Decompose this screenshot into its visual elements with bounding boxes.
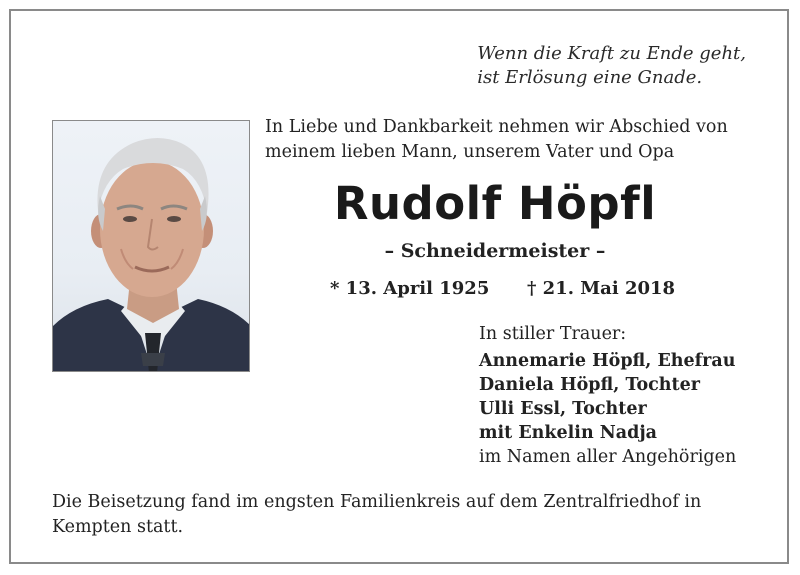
birth-date: * 13. April 1925 bbox=[330, 278, 490, 299]
mourners-block bbox=[479, 322, 736, 469]
mourner-name: Annemarie Höpfl, Ehefrau bbox=[479, 351, 736, 371]
portrait-photo bbox=[52, 120, 250, 372]
burial-notice bbox=[52, 490, 752, 540]
mourners-lead: In stiller Trauer: bbox=[479, 324, 627, 344]
quote-line-2: ist Erlösung eine Gnade. bbox=[477, 67, 703, 88]
deceased-name: Rudolf Höpfl bbox=[333, 177, 657, 230]
mourners-closing: im Namen aller Angehörigen bbox=[479, 447, 737, 467]
footer-line-1: Die Beisetzung fand im engsten Familienkreis auf dem Zentralfriedhof in bbox=[52, 492, 702, 512]
intro-line-2: meinem lieben Mann, unserem Vater und Opa bbox=[265, 142, 675, 162]
intro-line-1: In Liebe und Dankbarkeit nehmen wir Abschied von bbox=[265, 117, 728, 137]
mourner-name: mit Enkelin Nadja bbox=[479, 423, 658, 443]
memorial-quote bbox=[477, 42, 746, 90]
quote-line-1: Wenn die Kraft zu Ende geht, bbox=[477, 43, 746, 64]
footer-line-2: Kempten statt. bbox=[52, 517, 184, 537]
mourner-name: Ulli Essl, Tochter bbox=[479, 399, 647, 419]
deceased-profession: – Schneidermeister – bbox=[384, 240, 606, 262]
death-date: † 21. Mai 2018 bbox=[527, 278, 676, 299]
farewell-intro bbox=[265, 115, 765, 165]
mourner-name: Daniela Höpfl, Tochter bbox=[479, 375, 700, 395]
